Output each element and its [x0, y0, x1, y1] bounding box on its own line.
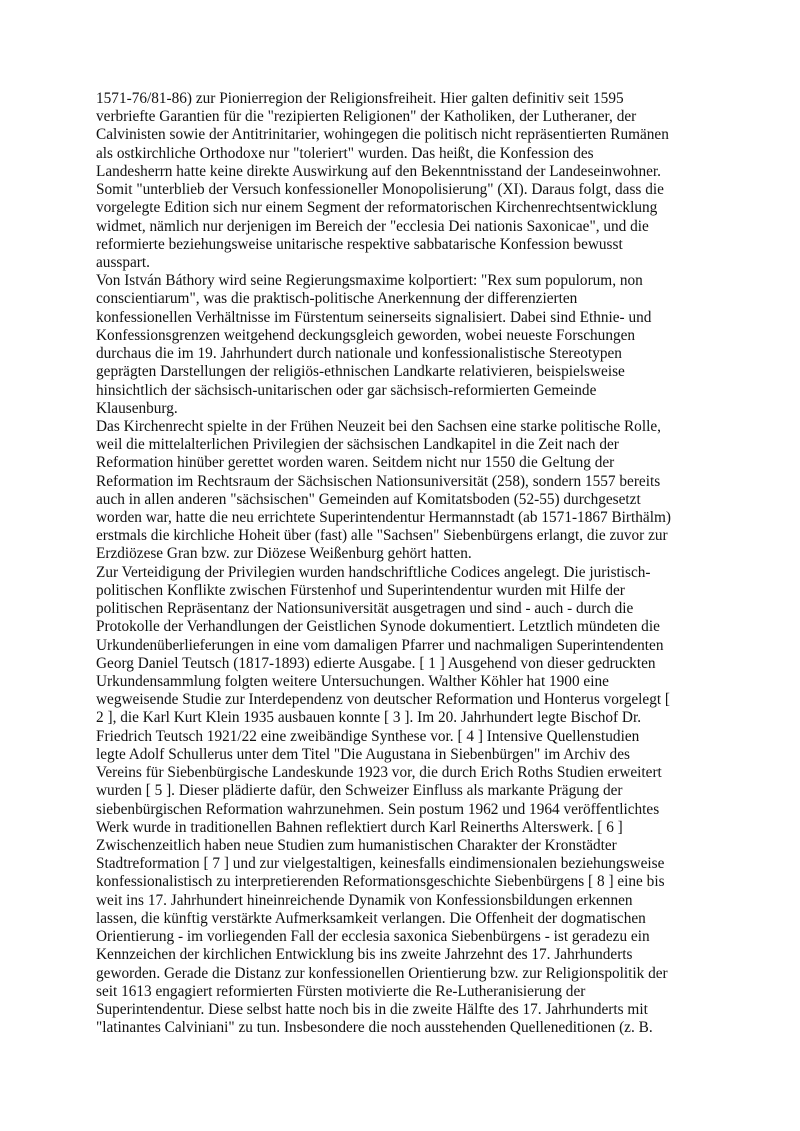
text-line: worden war, hatte die neu errichtete Superintendentur Hermannstadt (ab 1571-1867 Birthälm)	[96, 509, 671, 527]
text-line: Superintendentur. Diese selbst hatte noch bis in die zweite Hälfte des 17. Jahrhunderts mit	[96, 1000, 648, 1018]
text-line: widmet, nämlich nur derjenigen im Bereich der "ecclesia Dei nationis Saxonicae", und die	[96, 217, 649, 235]
text-line: hinsichtlich der sächsisch-unitarischen oder gar sächsisch-reformierten Gemeinde	[96, 381, 597, 399]
text-line: Zwischenzeitlich haben neue Studien zum humanistischen Charakter der Kronstädter	[96, 836, 617, 854]
text-line: weil die mittelalterlichen Privilegien der sächsischen Landkapitel in die Zeit nach der	[96, 436, 619, 454]
text-line: reformierte beziehungsweise unitarische respektive sabbatarische Konfession bewusst	[96, 235, 623, 253]
text-line: siebenbürgischen Reformation wahrzunehmen. Sein postum 1962 und 1964 veröffentlichtes	[96, 800, 660, 818]
text-line: Calvinisten sowie der Antitrinitarier, wohingegen die politisch nicht repräsentierten Rumänen	[96, 126, 669, 144]
paragraph	[96, 564, 716, 1038]
text-line: Klausenburg.	[96, 399, 178, 417]
text-line: ausspart.	[96, 253, 150, 271]
text-line: seit 1613 engagiert reformierten Fürsten motivierte die Re-Lutheranisierung der	[96, 982, 586, 1000]
text-line: Konfessionsgrenzen weitgehend deckungsgleich geworden, wobei neueste Forschungen	[96, 326, 636, 344]
text-line: Urkundenüberlieferungen in eine vom damaligen Pfarrer und nachmaligen Superintendenten	[96, 636, 664, 654]
text-line: Kennzeichen der kirchlichen Entwicklung bis ins zweite Jahrzehnt des 17. Jahrhunderts	[96, 946, 633, 964]
text-line: wegweisende Studie zur Interdependenz von deutscher Reformation und Honterus vorgelegt [	[96, 691, 671, 709]
text-line: 2 ], die Karl Kurt Klein 1935 ausbauen konnte [ 3 ]. Im 20. Jahrhundert legte Bischof Dr.	[96, 709, 642, 727]
text-line: Das Kirchenrecht spielte in der Frühen Neuzeit bei den Sachsen eine starke politische Rolle,	[96, 417, 661, 435]
text-line: Vereins für Siebenbürgische Landeskunde 1923 vor, die durch Erich Roths Studien erweitert	[96, 764, 662, 782]
text-line: Urkundensammlung folgten weitere Untersuchungen. Walther Köhler hat 1900 eine	[96, 673, 609, 690]
text-line: 1571-76/81-86) zur Pionierregion der Religionsfreiheit. Hier galten definitiv seit 1595	[96, 90, 624, 107]
text-line: durchaus die im 19. Jahrhundert durch nationale und konfessionalistische Stereotypen	[96, 345, 622, 363]
text-line: geprägten Darstellungen der religiös-ethnischen Landkarte relativieren, beispielsweise	[96, 363, 625, 381]
text-line: Protokolle der Verhandlungen der Geistlichen Synode dokumentiert. Letztlich mündeten die	[96, 618, 660, 636]
text-line: weit ins 17. Jahrhundert hineinreichende Dynamik von Konfessionsbildungen erkennen	[96, 891, 633, 909]
text-line: konfessionalistisch zu interpretierenden Reformationsgeschichte Siebenbürgens [ 8 ] eine bis	[96, 873, 665, 891]
text-line: politischen Repräsentanz der Nationsuniversität ausgetragen und sind - auch - durch die	[96, 600, 634, 618]
text-line: Friedrich Teutsch 1921/22 eine zweibändige Synthese vor. [ 4 ] Intensive Quellenstudien	[96, 727, 640, 745]
text-line: conscientiarum", was die praktisch-politische Anerkennung der differenzierten	[96, 290, 578, 308]
paragraph	[96, 272, 716, 418]
text-line: auch in allen anderen "sächsischen" Gemeinden auf Komitatsboden (52-55) durchgesetzt	[96, 490, 641, 508]
text-line: Reformation hinüber gerettet worden waren. Seitdem nicht nur 1550 die Geltung der	[96, 454, 615, 472]
text-line: Landesherrn hatte keine direkte Auswirkung auf den Bekenntnisstand der Landeseinwohner.	[96, 162, 661, 180]
text-line: Reformation im Rechtsraum der Sächsischen Nationsuniversität (258), sondern 1557 bereits	[96, 472, 661, 490]
paragraph	[96, 418, 716, 564]
paragraph	[96, 90, 716, 272]
text-line: lassen, die künftig verstärkte Aufmerksamkeit verlangen. Die Offenheit der dogmatischen	[96, 909, 646, 927]
text-line: Erzdiözese Gran bzw. zur Diözese Weißenburg gehört hatten.	[96, 545, 472, 563]
text-line: wurden [ 5 ]. Dieser plädierte dafür, den Schweizer Einfluss als markante Prägung der	[96, 782, 623, 800]
text-line: Zur Verteidigung der Privilegien wurden handschriftliche Codices angelegt. Die juristisch-	[96, 563, 651, 581]
text-line: Orientierung - im vorliegenden Fall der ecclesia saxonica Siebenbürgens - ist geradezu ein	[96, 928, 650, 946]
text-line: legte Adolf Schullerus unter dem Titel "Die Augustana in Siebenbürgen" im Archiv des	[96, 745, 630, 763]
text-line: "latinantes Calviniani" zu tun. Insbesondere die noch ausstehenden Quelleneditionen (z. B.	[96, 1019, 653, 1037]
text-line: geworden. Gerade die Distanz zur konfessionellen Orientierung bzw. zur Religionspolitik der	[96, 964, 668, 982]
text-line: vorgelegte Edition sich nur einem Segment der reformatorischen Kirchenrechtsentwicklung	[96, 199, 658, 217]
text-line: verbriefte Garantien für die "rezipierten Religionen" der Katholiken, der Lutheraner, der	[96, 108, 637, 126]
text-line: Stadtreformation [ 7 ] und zur vielgestaltigen, keinesfalls eindimensionalen beziehungsweise	[96, 855, 665, 873]
text-line: Somit "unterblieb der Versuch konfessioneller Monopolisierung" (XI). Daraus folgt, dass die	[96, 181, 664, 199]
text-line: Von István Báthory wird seine Regierungsmaxime kolportiert: "Rex sum populorum, non	[96, 272, 643, 290]
text-line: erstmals die kirchliche Hoheit über (fast) alle "Sachsen" Siebenbürgens erlangt, die zuvor zur	[96, 527, 668, 545]
document-body	[96, 90, 716, 1037]
text-line: Werk wurde in traditionellen Bahnen reflektiert durch Karl Reinerths Alterswerk. [ 6 ]	[96, 818, 623, 836]
text-line: Georg Daniel Teutsch (1817-1893) edierte Ausgabe. [ 1 ] Ausgehend von dieser gedruckten	[96, 654, 656, 672]
text-line: politischen Konflikte zwischen Fürstenhof und Superintendentur wurden mit Hilfe der	[96, 581, 625, 599]
text-line: konfessionellen Verhältnisse im Fürstentum seinerseits signalisiert. Dabei sind Ethnie- und	[96, 308, 652, 326]
text-line: als ostkirchliche Orthodoxe nur "toleriert" wurden. Das heißt, die Konfession des	[96, 144, 594, 162]
